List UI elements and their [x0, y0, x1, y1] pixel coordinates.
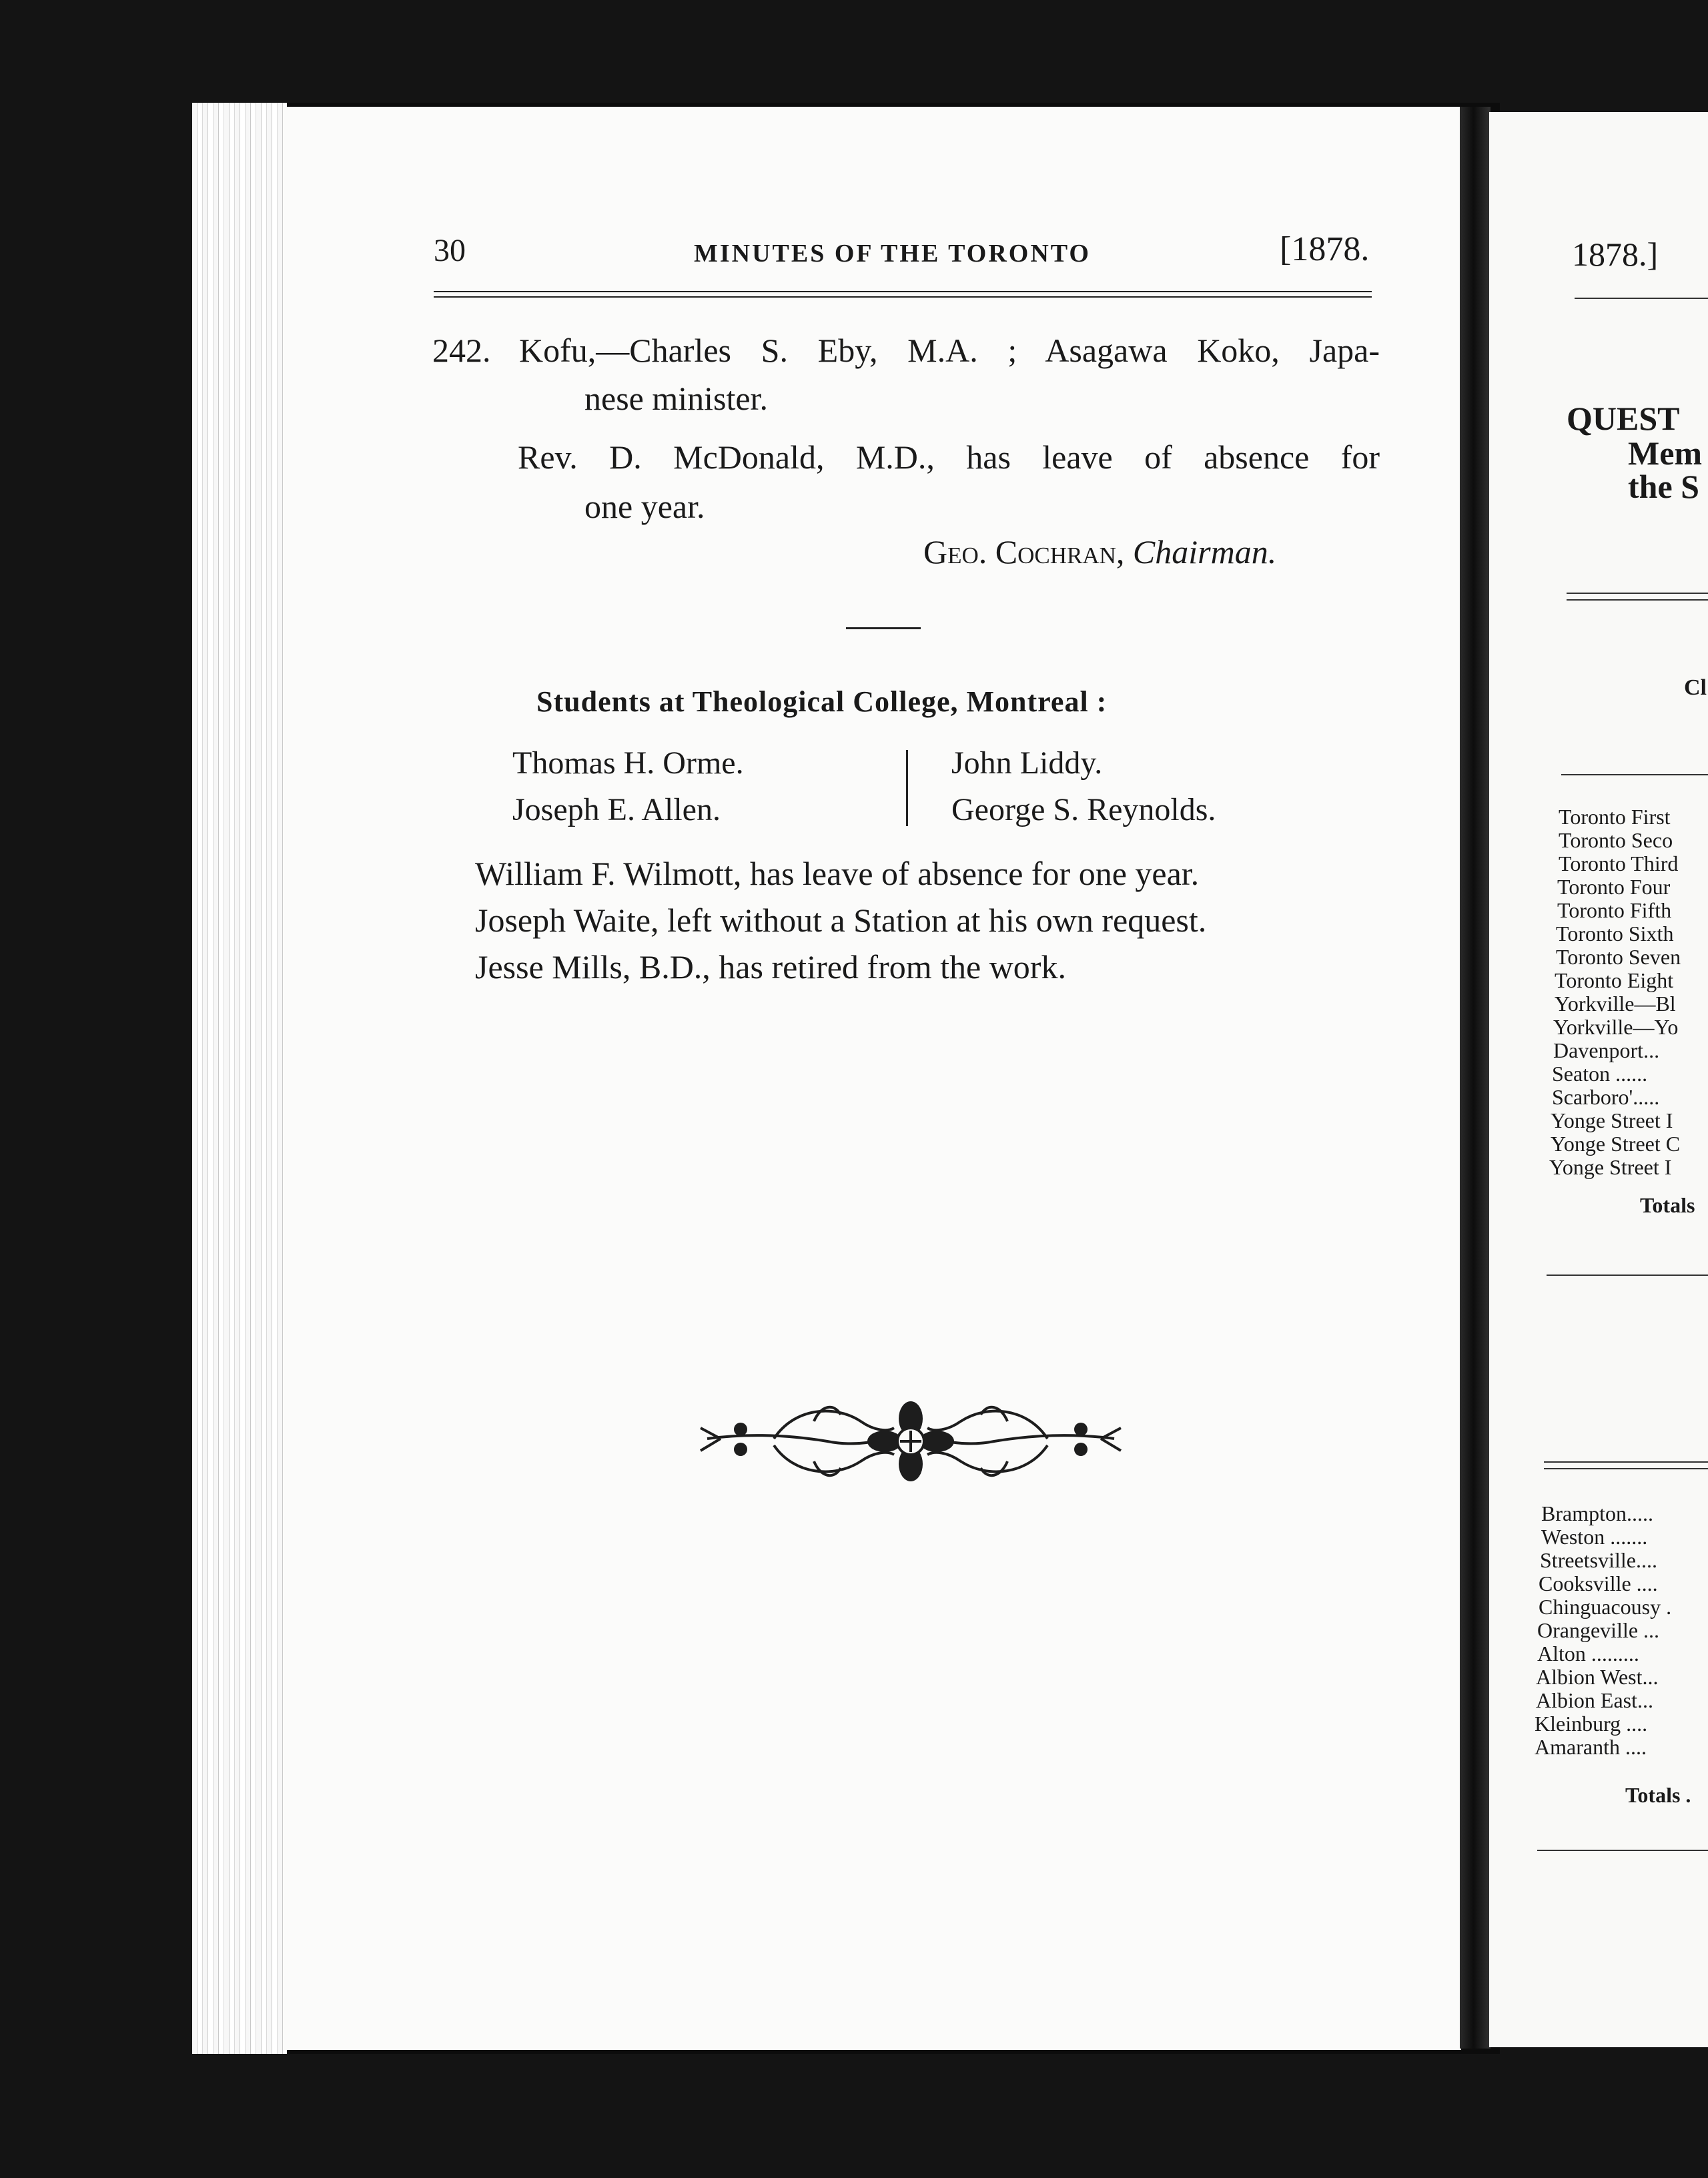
student-name: Joseph E. Allen. — [512, 792, 721, 827]
right-page-table-rule — [1537, 1850, 1708, 1851]
right-page-table-rule — [1561, 774, 1708, 775]
student-name: George S. Reynolds. — [951, 792, 1216, 827]
note-line: Joseph Waite, left without a Station at his own request. — [475, 901, 1207, 939]
circuit-row: Albion East... — [1536, 1688, 1653, 1712]
column-divider — [906, 750, 908, 826]
page-number: 30 — [434, 233, 466, 268]
right-page-totals: Totals . — [1625, 1783, 1691, 1807]
right-page-table-rule — [1544, 1461, 1708, 1463]
circuit-row: Toronto Eight — [1555, 968, 1674, 992]
book-spine — [1460, 107, 1490, 2049]
circuit-row: Toronto Third — [1559, 851, 1679, 875]
right-page-year: 1878.] — [1572, 236, 1659, 273]
circuit-row: Toronto Seven — [1556, 945, 1681, 969]
leave-of-absence-continued: one year. — [584, 488, 705, 525]
circuit-row: Yonge Street I — [1551, 1108, 1673, 1132]
left-page — [283, 107, 1461, 2050]
chairman-name: Geo. Cochran, — [923, 533, 1125, 571]
floral-ornament-icon — [694, 1395, 1128, 1488]
circuit-row: Albion West... — [1536, 1665, 1659, 1689]
entry-line: Kofu,—Charles S. Eby, M.A. ; Asagawa Koko, Japa- — [519, 332, 1380, 369]
circuit-row: Cooksville .... — [1539, 1571, 1658, 1595]
right-page-table-rule — [1567, 599, 1708, 601]
note-line: Jesse Mills, B.D., has retired from the work. — [475, 948, 1066, 986]
note-line: William F. Wilmott, has leave of absence for one year. — [475, 855, 1200, 892]
right-page-column-head: Cl — [1684, 675, 1707, 700]
entry-line-continued: nese minister. — [584, 380, 768, 417]
right-page-table-rule — [1547, 1275, 1708, 1276]
circuit-row: Toronto Fifth — [1557, 898, 1672, 922]
circuit-row: Alton ......... — [1537, 1642, 1639, 1666]
page-edges — [192, 103, 287, 2054]
circuit-row: Weston ....... — [1541, 1525, 1648, 1549]
circuit-row: Toronto First — [1559, 805, 1671, 829]
circuit-row: Yorkville—Bl — [1555, 992, 1676, 1016]
running-title: MINUTES OF THE TORONTO — [694, 240, 1091, 268]
circuit-row: Yorkville—Yo — [1553, 1015, 1679, 1039]
right-page-table-rule — [1567, 593, 1708, 594]
circuit-row: Yonge Street C — [1551, 1132, 1681, 1156]
circuit-row: Brampton..... — [1541, 1501, 1653, 1525]
right-page-question: QUEST — [1567, 400, 1680, 437]
circuit-row: Yonge Street I — [1549, 1155, 1672, 1179]
right-page-question-line: Mem — [1628, 434, 1703, 472]
circuit-row: Toronto Four — [1557, 875, 1671, 899]
right-page-totals: Totals — [1640, 1193, 1695, 1217]
circuit-row: Davenport... — [1553, 1038, 1660, 1062]
circuit-row: Kleinburg .... — [1535, 1712, 1648, 1736]
student-name: John Liddy. — [951, 745, 1103, 781]
leave-of-absence-line: Rev. D. McDonald, M.D., has leave of absence for — [518, 438, 1380, 476]
header-rule — [434, 291, 1372, 298]
circuit-row: Amaranth .... — [1535, 1735, 1647, 1759]
circuit-row: Toronto Sixth — [1556, 922, 1674, 946]
entry-number: 242. — [432, 332, 491, 369]
chairman-role: Chairman. — [1132, 533, 1277, 571]
right-page-question-line: the S — [1628, 468, 1699, 505]
circuit-row: Orangeville ... — [1537, 1618, 1660, 1642]
running-year: [1878. — [1280, 230, 1370, 268]
circuit-row: Chinguacousy . — [1539, 1595, 1672, 1619]
circuit-row: Scarboro'..... — [1552, 1085, 1660, 1109]
circuit-row: Seaton ...... — [1552, 1062, 1648, 1086]
right-page-header-rule — [1575, 298, 1708, 299]
circuit-row: Streetsville.... — [1540, 1548, 1657, 1572]
student-name: Thomas H. Orme. — [512, 745, 744, 781]
section-divider — [846, 627, 921, 629]
chairman-signature — [923, 535, 1276, 569]
students-heading: Students at Theological College, Montreal : — [536, 685, 1108, 718]
circuit-row: Toronto Seco — [1559, 828, 1673, 852]
right-page-table-rule — [1544, 1468, 1708, 1469]
